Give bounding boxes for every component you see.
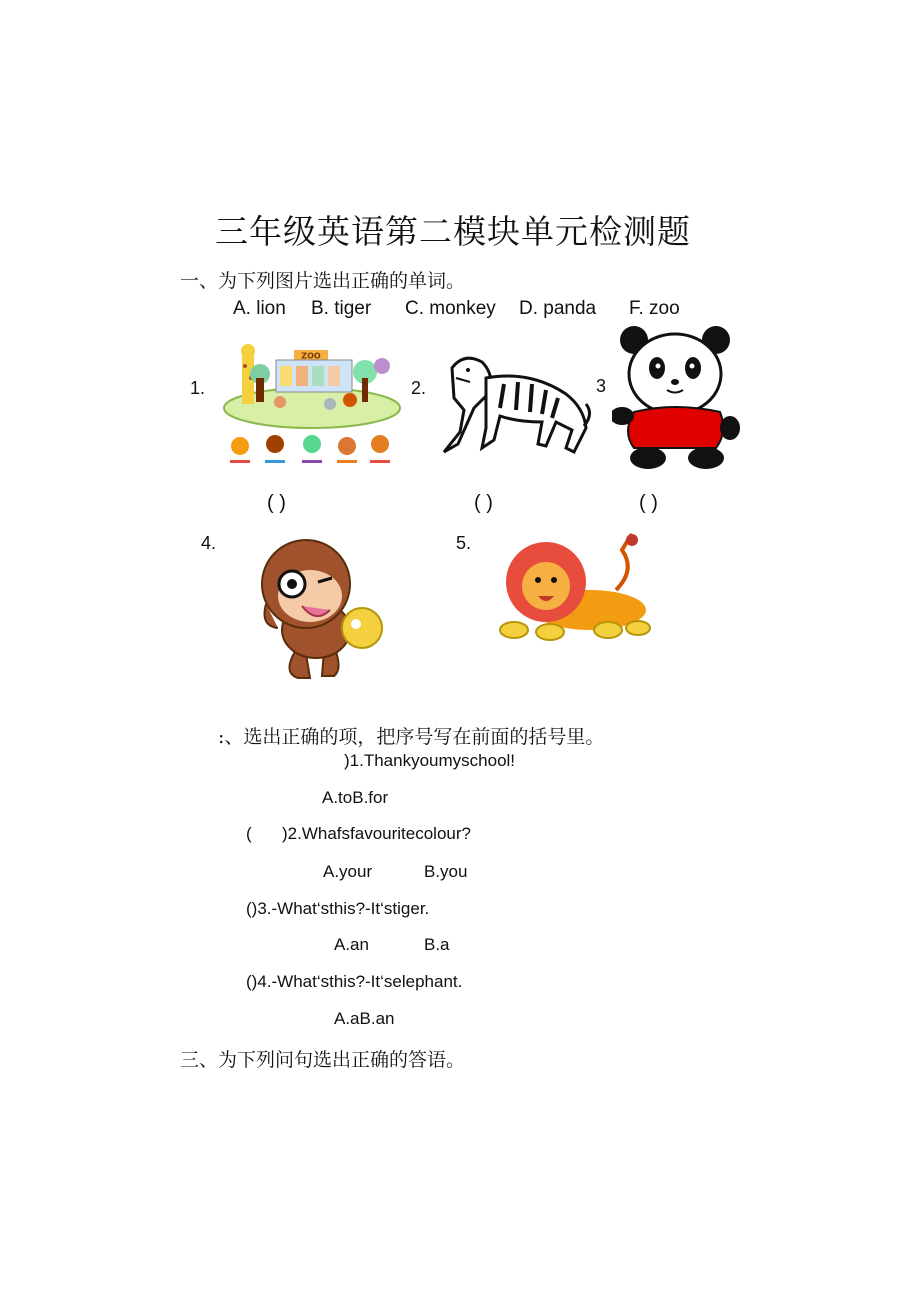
zoo-illustration [220, 338, 404, 473]
page-title: 三年级英语第二模块单元检测题 [215, 212, 691, 251]
panda-illustration [612, 322, 742, 474]
section2-heading: :、选出正确的项，把序号写在前面的括号里。 [218, 726, 605, 748]
answer-paren-3[interactable]: ( ) [639, 492, 658, 514]
item-number-1: 1. [190, 378, 206, 398]
question-3-option-b: B.a [424, 935, 450, 954]
option-panda: D. panda [519, 298, 597, 319]
question-2: )2.Whafsfavouritecolour? [282, 824, 471, 843]
monkey-illustration [240, 532, 390, 682]
item-number-4: 4. [201, 533, 217, 553]
question-4-options: A.aB.an [334, 1009, 395, 1028]
answer-paren-1[interactable]: ( ) [267, 492, 286, 514]
zoo-sign: ZOO [301, 351, 321, 361]
option-monkey: C. monkey [405, 298, 496, 319]
item-number-3: 3 [596, 376, 607, 396]
item-number-2: 2. [411, 378, 427, 398]
question-3-option-a: A.an [334, 935, 369, 954]
answer-paren-2[interactable]: ( ) [474, 492, 493, 514]
question-2-open-paren[interactable]: ( [246, 824, 252, 843]
question-2-option-b: B.you [424, 862, 468, 881]
tiger-illustration [434, 348, 594, 462]
lion-illustration [498, 530, 658, 644]
question-1: )1.Thankyoumyschool! [344, 751, 516, 770]
section1-heading: 一、为下列图片选出正确的单词。 [180, 270, 466, 292]
option-tiger: B. tiger [311, 298, 372, 319]
option-lion: A. lion [233, 298, 286, 319]
question-1-options: A.toB.for [322, 788, 389, 807]
item-number-5: 5. [456, 533, 472, 553]
section3-heading: 三、为下列问句选出正确的答语。 [180, 1049, 466, 1071]
question-4: ()4.-What‘sthis?-It‘selephant. [246, 972, 463, 991]
question-2-option-a: A.your [323, 862, 373, 881]
option-zoo: F. zoo [629, 298, 680, 319]
question-3: ()3.-What‘sthis?-It‘stiger. [246, 899, 430, 918]
